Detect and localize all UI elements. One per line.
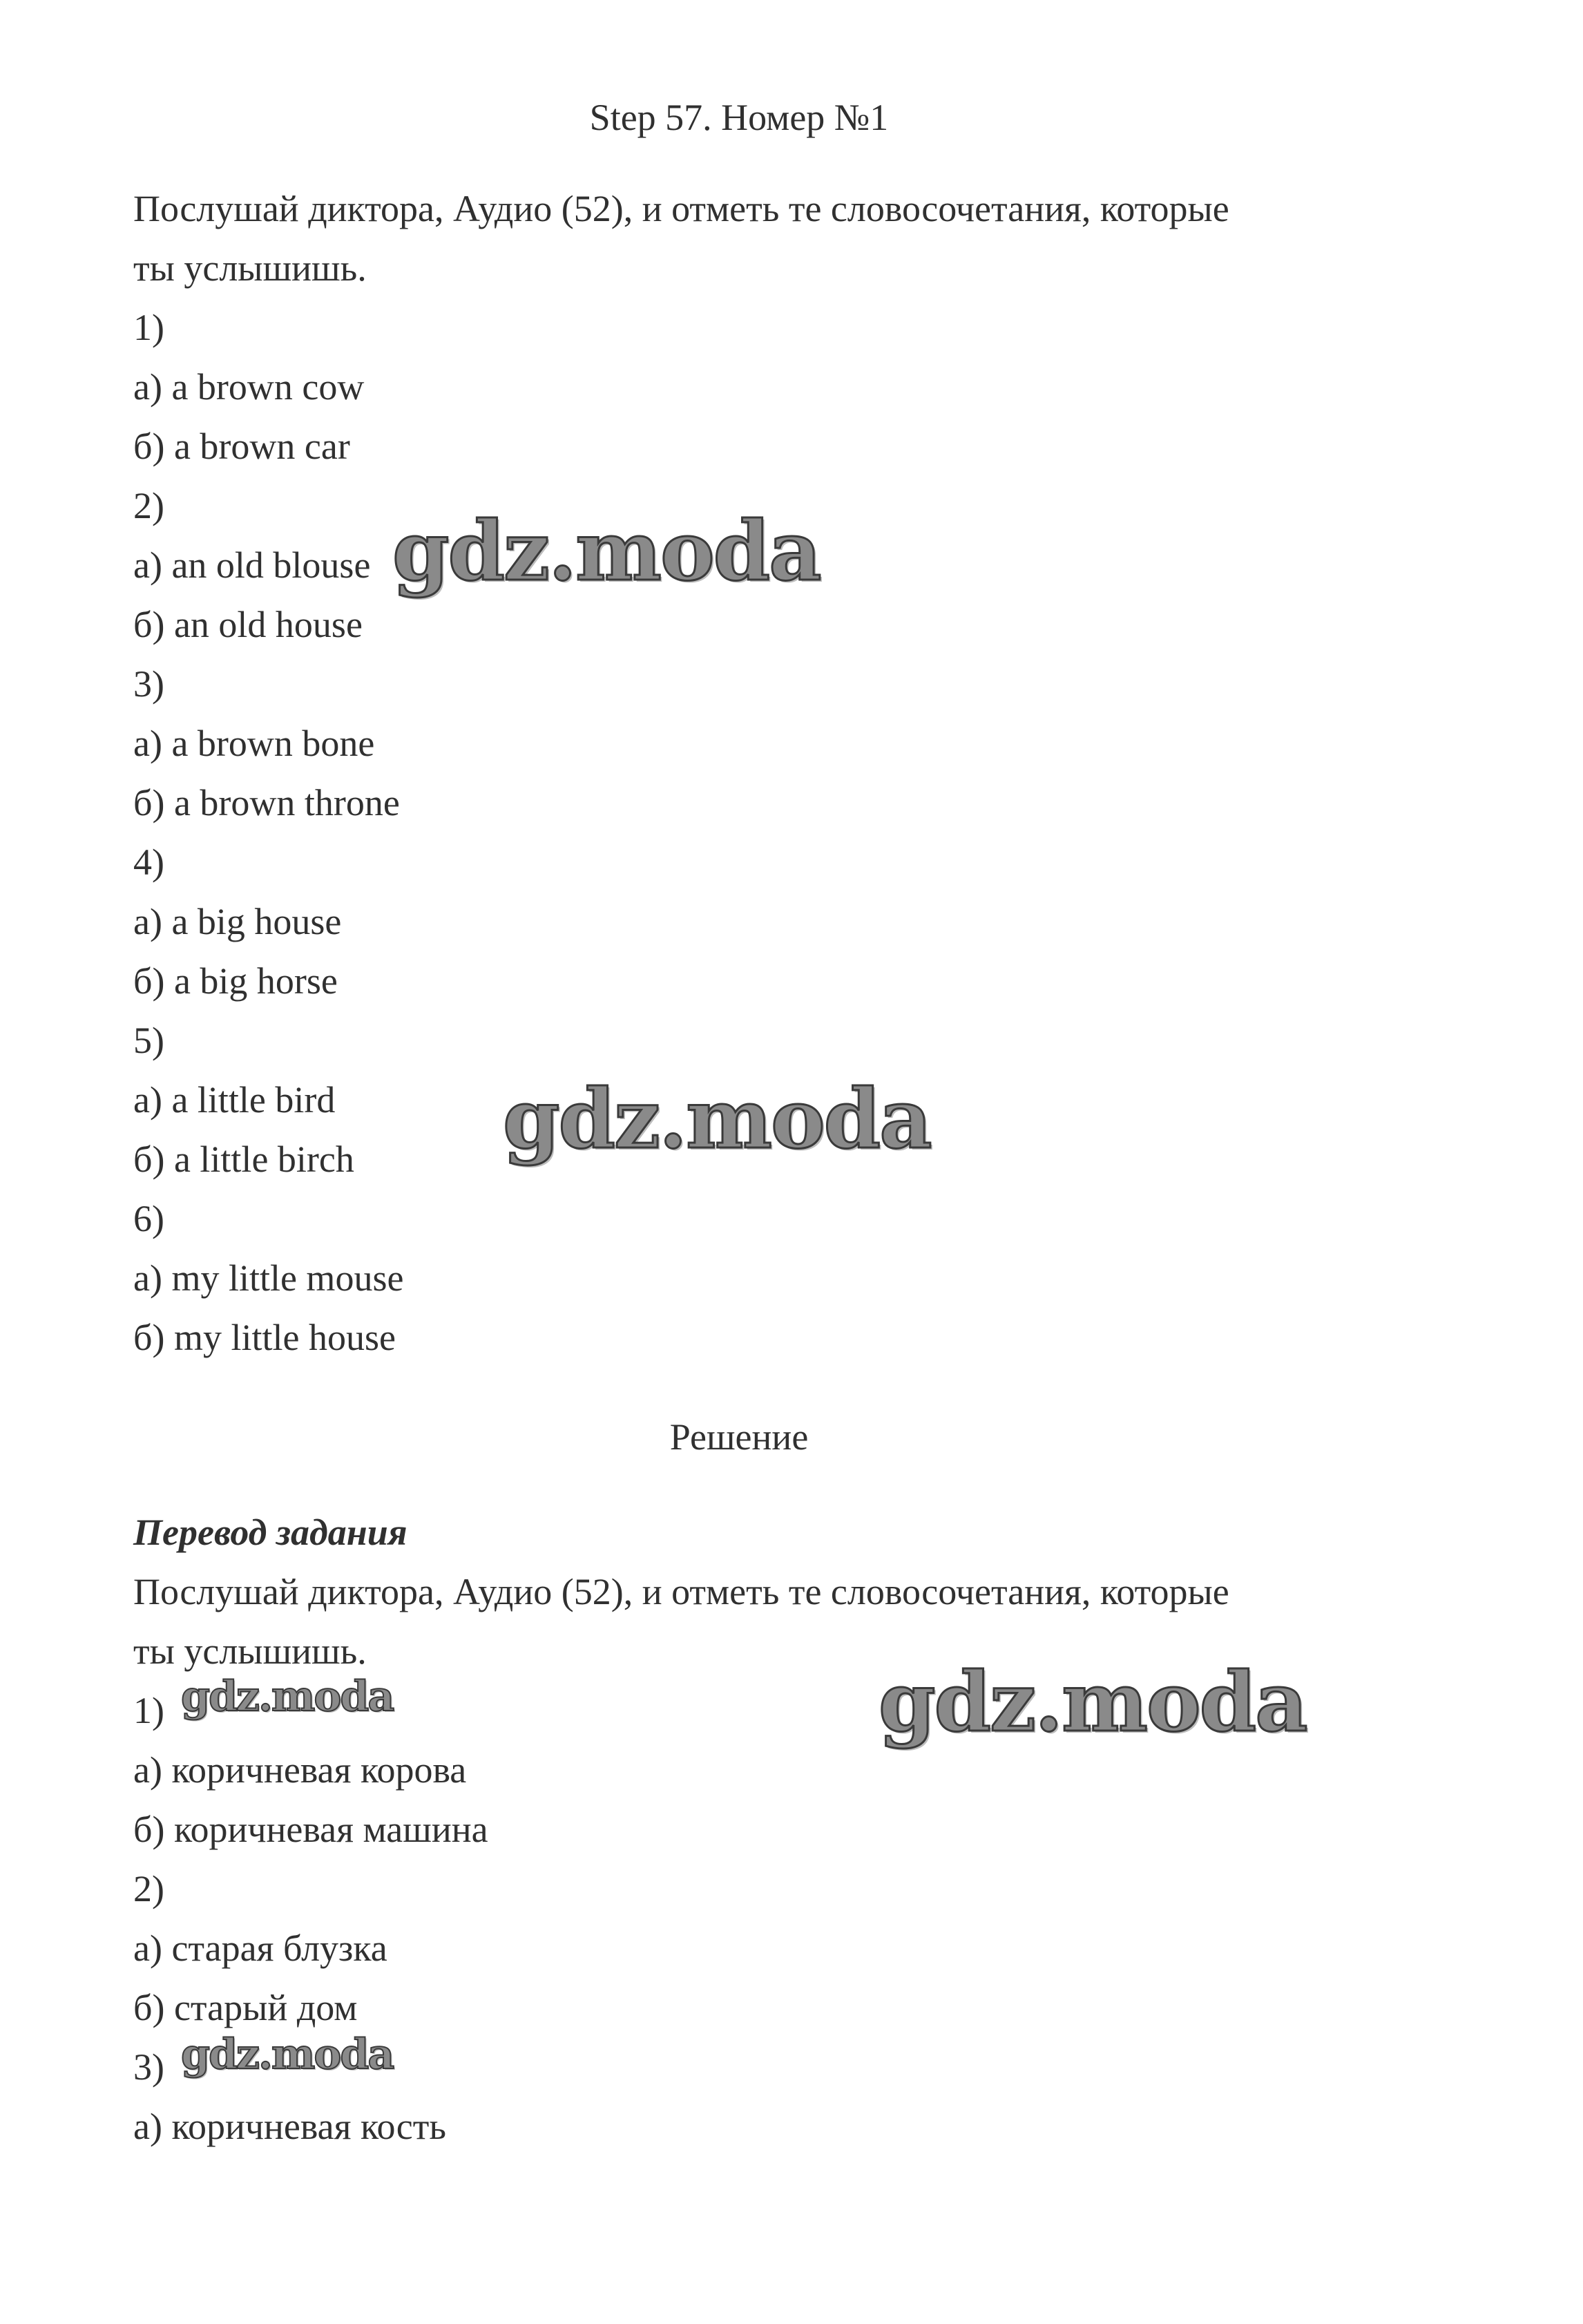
solution-item-2-option-b: б) старый дом <box>133 1987 358 2028</box>
task-item-5-option-b: б) a little birch <box>133 1139 354 1180</box>
solution-heading: Решение <box>669 1416 809 1458</box>
task-item-4-option-b: б) a big horse <box>133 960 338 1002</box>
watermark: gdz.moda <box>503 1071 931 1167</box>
task-item-2-number: 2) <box>133 485 164 526</box>
task-item-4-option-a: а) a big house <box>133 901 342 942</box>
solution-item-1-number: 1) <box>133 1690 164 1731</box>
watermark: gdz.moda <box>392 503 821 599</box>
task-item-3-option-a: а) a brown bone <box>133 723 375 764</box>
task-item-6-option-b: б) my little house <box>133 1317 396 1358</box>
task-instruction-line2: ты услышишь. <box>133 247 367 289</box>
watermark: gdz.moda <box>181 1673 394 1721</box>
task-item-4-number: 4) <box>133 841 164 883</box>
task-instruction-line1: Послушай диктора, Аудио (52), и отметь те словосочетания, которые <box>133 188 1229 229</box>
solution-item-3-option-a: а) коричневая кость <box>133 2106 446 2147</box>
solution-item-2-option-a: а) старая блузка <box>133 1927 387 1969</box>
translation-heading: Перевод задания <box>133 1512 407 1553</box>
task-item-2-option-a: а) an old blouse <box>133 544 371 586</box>
solution-item-1-option-b: б) коричневая машина <box>133 1809 488 1850</box>
task-item-3-number: 3) <box>133 663 164 705</box>
task-item-1-number: 1) <box>133 307 164 348</box>
task-item-6-number: 6) <box>133 1198 164 1239</box>
task-item-3-option-b: б) a brown throne <box>133 782 400 823</box>
watermark: gdz.moda <box>181 2030 394 2079</box>
task-item-1-option-b: б) a brown car <box>133 426 350 467</box>
page-title: Step 57. Номер №1 <box>589 97 889 138</box>
solution-item-3-number: 3) <box>133 2046 164 2088</box>
task-item-1-option-a: а) a brown cow <box>133 366 365 408</box>
task-item-5-option-a: а) a little bird <box>133 1079 336 1121</box>
solution-instruction-line1: Послушай диктора, Аудио (52), и отметь те словосочетания, которые <box>133 1571 1229 1612</box>
task-item-5-number: 5) <box>133 1020 164 1061</box>
solution-item-1-option-a: а) коричневая корова <box>133 1749 467 1791</box>
solution-instruction-line2: ты услышишь. <box>133 1630 367 1672</box>
solution-item-2-number: 2) <box>133 1868 164 1909</box>
task-item-2-option-b: б) an old house <box>133 604 363 645</box>
task-item-6-option-a: а) my little mouse <box>133 1257 404 1299</box>
watermark: gdz.moda <box>879 1654 1307 1750</box>
